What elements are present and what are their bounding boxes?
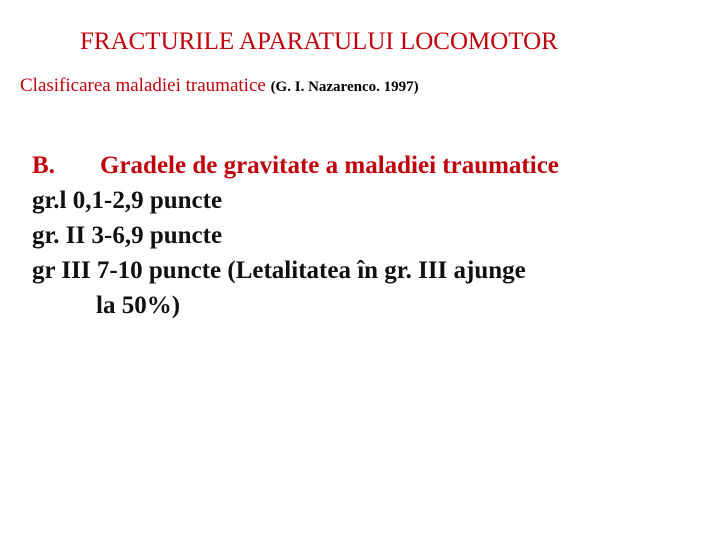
grade-item-1: gr.l 0,1-2,9 puncte	[32, 187, 223, 214]
grade-item-3: gr III 7-10 puncte (Letalitatea în gr. III ajunge	[32, 257, 526, 284]
subtitle-reference: (G. I. Nazarenco. 1997)	[270, 79, 419, 95]
slide-subtitle	[20, 75, 419, 97]
section-heading-text: Gradele de gravitate a maladiei traumatice	[100, 152, 559, 179]
section-marker: B.	[32, 152, 55, 179]
subtitle-main: Clasificarea maladiei traumatice	[20, 75, 266, 96]
section-heading	[32, 148, 702, 183]
grade-item-2: gr. II 3-6,9 puncte	[32, 222, 223, 249]
slide-title: FRACTURILE APARATULUI LOCOMOTOR	[80, 28, 558, 55]
grade-item-3-continuation: la 50%)	[96, 292, 181, 319]
content-body	[32, 148, 702, 323]
